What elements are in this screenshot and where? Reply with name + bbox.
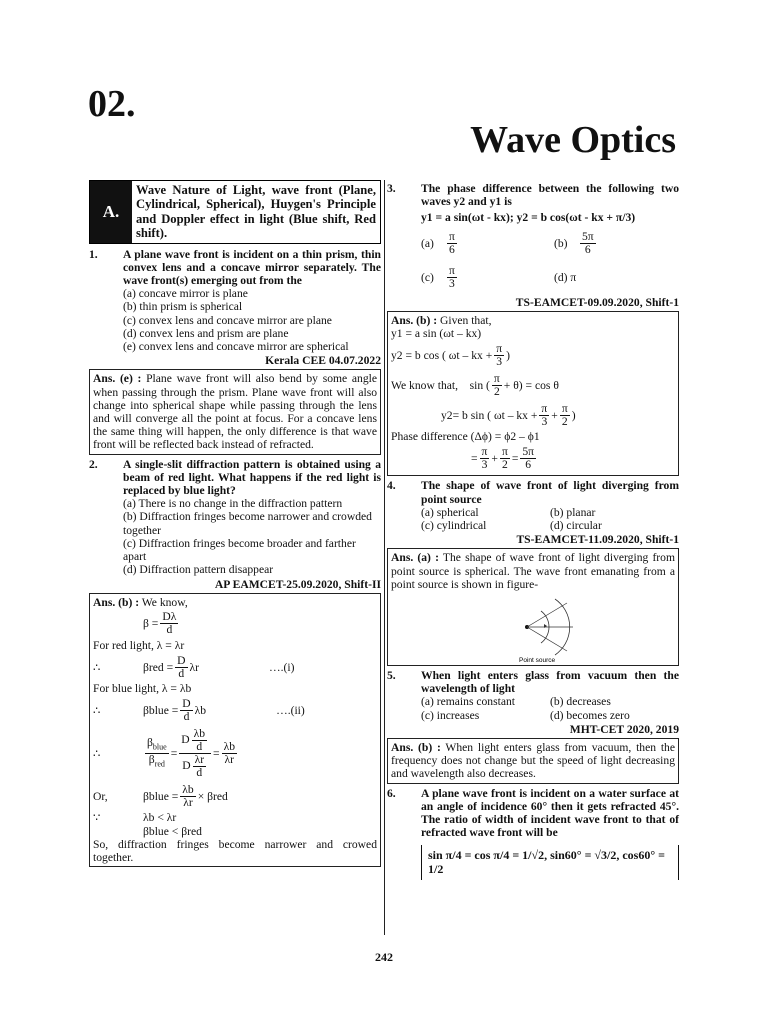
trig-hint: sin π/4 = cos π/4 = 1/√2, sin60° = √3/2, cos60° = 1/2 xyxy=(421,845,679,879)
equation-y2: y2 = b cos ( ωt – kx + $\frac{\pi}{3}$ ) xyxy=(391,341,510,368)
option: (b) decreases xyxy=(550,695,611,709)
therefore-symbol: ∴ xyxy=(93,703,101,717)
option: (b) thin prism is spherical xyxy=(123,300,243,314)
numerator: D xyxy=(182,696,191,710)
question-number: 6. xyxy=(387,786,396,800)
spherical-wavefront-figure xyxy=(511,593,591,663)
math-text: ωt – kx + xyxy=(448,348,493,362)
answer-box xyxy=(387,311,679,477)
option-label: (c) xyxy=(421,271,434,284)
fraction: $\frac{\pi}{3}$ xyxy=(541,401,548,428)
numerator: Dλ xyxy=(162,610,177,624)
fraction xyxy=(160,611,178,636)
fraction: $\frac{\pi}{2}$ xyxy=(561,401,568,428)
therefore-symbol: ∴ xyxy=(93,660,101,674)
left-column xyxy=(89,180,381,870)
math-text: λb < λr xyxy=(143,811,177,825)
question-text: When light enters glass from vacuum then the wavelength of light xyxy=(421,669,679,696)
question-source: AP EAMCET-25.09.2020, Shift-II xyxy=(214,577,381,591)
question-text: A single-slit diffraction pattern is obtained using a beam of red light. What happens if the red light is replaced by blue light? xyxy=(123,457,381,498)
question-number: 4. xyxy=(387,479,396,493)
math-text: y2= b sin xyxy=(441,408,485,422)
denominator: $\beta_{red}$ xyxy=(148,752,165,769)
question-4-options xyxy=(387,506,679,532)
fraction: $\frac{5\pi}{6}$ xyxy=(522,444,535,471)
numerator: D xyxy=(177,653,186,667)
answer-label: Ans. (a) : xyxy=(391,551,439,565)
denominator: d xyxy=(178,666,185,680)
denominator: d xyxy=(166,623,173,637)
blue-light-line: For blue light, λ = λb xyxy=(93,682,192,696)
answer-box xyxy=(89,593,381,867)
question-1 xyxy=(89,248,381,288)
because-symbol: ∵ xyxy=(93,811,101,825)
ray-line xyxy=(527,627,567,651)
option: (c) increases xyxy=(421,708,480,722)
question-1-options xyxy=(89,287,381,353)
equation-ratio: ∴ $\frac{\beta_{blue}}{\beta_{red}}$ = D $\frac{\lambda b}{d}$ D $\frac{\lambda r}{d}$ = $\frac{\lambda b}{\lambda r}$ xyxy=(93,726,235,779)
page-number: 242 xyxy=(375,950,393,964)
question-text: A plane wave front is incident on a thin prism, thin convex lens and a concave mirror separately. The wave front(s) emerging out from the xyxy=(123,247,381,288)
question-3-options-row-2 xyxy=(387,261,679,295)
fraction xyxy=(180,698,192,723)
question-source: Kerala CEE 04.07.2022 xyxy=(265,354,381,368)
option: (b) planar xyxy=(550,505,596,519)
math-text: We know that, xyxy=(391,378,459,392)
arrow-head xyxy=(544,624,547,628)
section-header xyxy=(89,180,381,244)
option: (a) remains constant xyxy=(421,695,516,709)
math-text: ωt – kx + xyxy=(493,408,538,422)
equation-beta-blue xyxy=(93,695,377,725)
math-text: λr xyxy=(189,660,199,674)
option-label: (a) xyxy=(421,237,434,250)
numerator: $\beta_{blue}$ xyxy=(145,737,169,754)
fraction: $\frac{\pi}{2}$ xyxy=(501,444,508,471)
math-text: βblue = xyxy=(143,789,179,803)
math-text: λb xyxy=(194,703,207,717)
question-2-options xyxy=(89,497,381,576)
option: (c) convex lens and concave mirror are plane xyxy=(123,313,332,327)
fraction xyxy=(175,655,187,680)
math-text: βblue < βred xyxy=(143,824,202,838)
question-5 xyxy=(387,669,679,695)
option: (a) concave mirror is plane xyxy=(123,287,248,301)
math-text: Phase difference (Δϕ) = ϕ2 – ϕ1 xyxy=(391,430,540,444)
answer-intro: We know, xyxy=(141,595,188,609)
fraction: $\frac{\pi}{3}$ xyxy=(496,341,503,368)
option: (c) Diffraction fringes become broader and farther apart xyxy=(123,536,356,564)
question-text: The phase difference between the following two waves y2 and y1 is xyxy=(421,182,679,209)
option: (d) becomes zero xyxy=(550,708,630,722)
question-2 xyxy=(89,458,381,498)
option: (e) convex lens and concave mirror are spherical xyxy=(123,340,349,354)
answer-label: Ans. (b) : xyxy=(391,313,438,327)
option: (c) cylindrical xyxy=(421,519,487,533)
math-text: Or, xyxy=(93,789,108,803)
section-title: Wave Nature of Light, wave front (Plane, Cylindrical, Spherical), Huygen's Principle and Doppler effect in light (Blue shift, Red shift). xyxy=(136,183,376,241)
question-source: TS-EAMCET-11.09.2020, Shift-1 xyxy=(516,533,679,547)
math-text: + θ xyxy=(503,378,519,392)
conclusion-text: So, diffraction fringes become narrower and crowed together. xyxy=(93,837,377,864)
fraction xyxy=(179,728,211,779)
numerator: D $\frac{\lambda b}{d}$ xyxy=(179,728,211,754)
question-number: 1. xyxy=(89,247,98,261)
question-source: MHT-CET 2020, 2019 xyxy=(569,722,679,736)
math-text: β = xyxy=(143,617,159,631)
question-6 xyxy=(387,787,679,840)
option: (a) There is no change in the diffraction pattern xyxy=(123,497,343,511)
option: (d) circular xyxy=(550,519,602,533)
option-label: (d) π xyxy=(554,271,577,284)
option: (d) convex lens and prism are plane xyxy=(123,326,289,340)
denominator: d xyxy=(183,709,190,723)
math-text: y2 = b cos xyxy=(391,348,440,362)
math-text: βred = xyxy=(143,660,174,674)
question-text: A plane wave front is incident on a water surface at an angle of incidence 60° then it gets refracted 45°. The ratio of width of incident wave front to that of refracted wave front will be xyxy=(421,786,679,840)
equation-beta xyxy=(93,609,377,639)
fraction: $\frac{\pi}{3}$ xyxy=(481,444,488,471)
denominator: D $\frac{\lambda r}{d}$ xyxy=(182,752,205,779)
math-text: = xyxy=(471,451,478,465)
option-label: (b) xyxy=(554,237,568,250)
math-text: × βred xyxy=(197,789,228,803)
answer-text: When light enters glass from vacuum, then the frequency does not change but the speed of light decreasing and wavelength also decreases. xyxy=(391,741,675,781)
fraction: $\frac{\lambda b}{\lambda r}$ xyxy=(223,739,235,766)
question-4 xyxy=(387,479,679,505)
math-text: = xyxy=(511,451,519,465)
fraction: $\frac{\pi}{6}$ xyxy=(449,230,455,257)
fraction xyxy=(145,737,169,771)
right-column xyxy=(387,180,679,880)
figure-label: Point source xyxy=(519,657,556,664)
red-light-line: For red light, λ = λr xyxy=(93,638,185,652)
question-3 xyxy=(387,182,679,208)
question-number: 5. xyxy=(387,669,396,683)
equation-number: ….(ii) xyxy=(276,703,305,717)
answer-text: The shape of wave front of light diverging from point source is spherical. The wave front emanating from a point source is shown in figure- xyxy=(391,551,675,591)
answer-box xyxy=(387,738,679,784)
equation-number: ….(i) xyxy=(269,660,295,674)
answer-label: Ans. (e) : xyxy=(93,372,142,386)
equation-beta-red xyxy=(93,652,377,682)
option: (d) Diffraction pattern disappear xyxy=(123,563,274,577)
equation-y2-sin: y2= b sin ( ωt – kx + $\frac{\pi}{3}$ + $\frac{\pi}{2}$ ) xyxy=(441,401,576,428)
answer-box xyxy=(89,369,381,454)
equation-identity: We know that, sin ( $\frac{\pi}{2}$ + θ ) = cos θ xyxy=(391,371,559,398)
answer-box xyxy=(387,548,679,666)
answer-label: Ans. (b) : xyxy=(391,741,441,755)
question-text: The shape of wave front of light diverging from point source xyxy=(421,479,679,506)
ray-line xyxy=(527,603,567,627)
question-source: TS-EAMCET-09.09.2020, Shift-1 xyxy=(515,295,679,309)
answer-label: Ans. (b) : xyxy=(93,595,140,609)
question-equation: y1 = a sin(ωt - kx); y2 = b cos(ωt - kx + π/3) xyxy=(421,211,636,225)
fraction: $\frac{\pi}{3}$ xyxy=(449,264,455,291)
math-text: βblue = xyxy=(143,703,179,717)
fraction: $\frac{\lambda b}{\lambda r}$ xyxy=(182,782,194,809)
question-5-options xyxy=(387,695,679,721)
option: (b) Diffraction fringes become narrower and crowded together xyxy=(123,510,372,537)
equation-phase-sum: = $\frac{\pi}{3}$ + $\frac{\pi}{2}$ = $\frac{5\pi}{6}$ xyxy=(471,444,535,471)
fraction: $\frac{5\pi}{6}$ xyxy=(582,230,594,257)
answer-text: Plane wave front will also bend by some angle when passing through the prism. Plane wave front will also change into spherical shape while passing through the lens and will converge all the point at focus. For a concave lens the same thing will happen, the only difference is that wave front will be reflected back instead of refracted. xyxy=(93,372,377,452)
math-text: y1 = a sin (ωt – kx) xyxy=(391,327,482,341)
column-divider xyxy=(384,180,385,935)
chapter-number: 02. xyxy=(88,83,136,125)
therefore-symbol: ∴ xyxy=(93,746,101,760)
math-text: = cos θ xyxy=(525,378,559,392)
fraction: $\frac{\pi}{2}$ xyxy=(493,371,500,398)
option: (a) spherical xyxy=(421,505,479,519)
equation-beta-blue-relation xyxy=(93,781,377,811)
math-text: sin xyxy=(469,378,484,392)
answer-intro: Given that, xyxy=(439,313,492,327)
question-3-options-row-1 xyxy=(387,227,679,261)
question-number: 2. xyxy=(89,457,98,471)
section-letter: A. xyxy=(90,181,132,243)
question-number: 3. xyxy=(387,182,396,195)
chapter-title: Wave Optics xyxy=(470,119,676,161)
